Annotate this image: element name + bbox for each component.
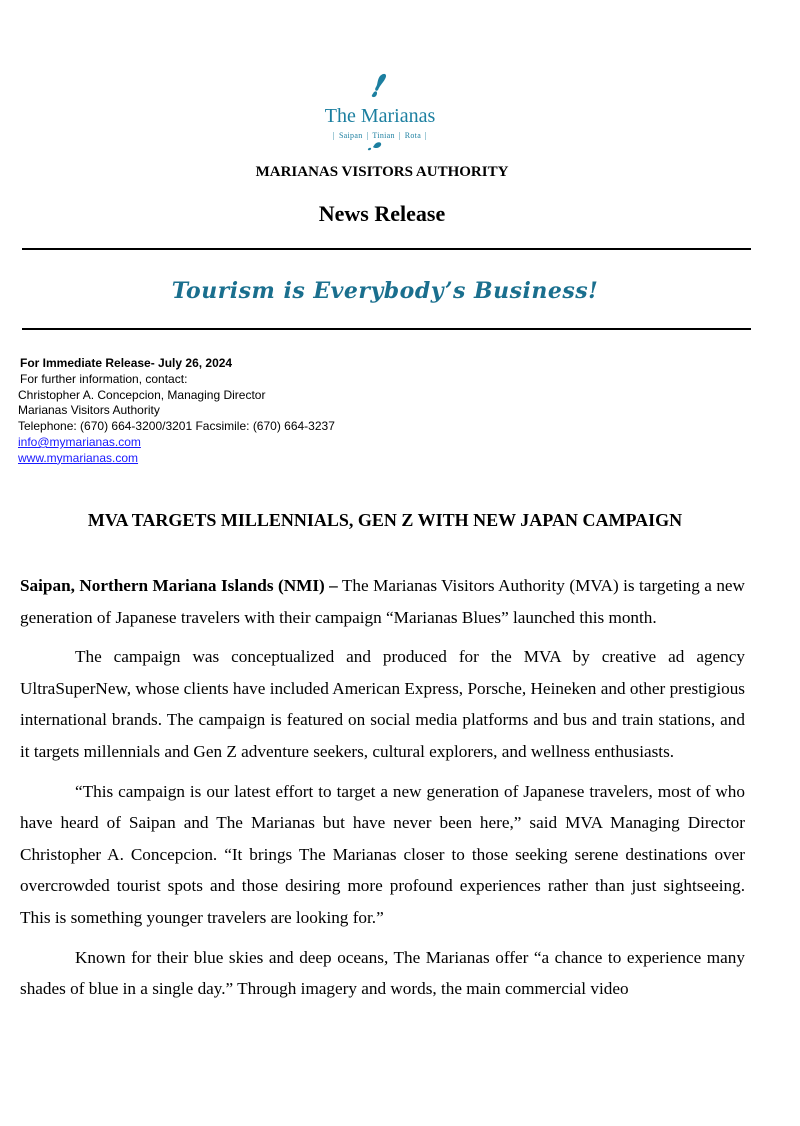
- article-headline: MVA TARGETS MILLENNIALS, GEN Z WITH NEW JAPAN CAMPAIGN: [87, 510, 683, 530]
- paragraph-1-text: The Marianas Visitors Authority (MVA) is targeting a new generation of Japanese travelers with their campaign “Marianas Blues” launched this month.: [20, 576, 745, 627]
- paragraph-4: Known for their blue skies and deep oceans, The Marianas offer “a chance to experience many shades of blue in a single day.” Through imagery and words, the main commercial video: [20, 947, 745, 999]
- logo-island-tinian: Tinian: [372, 131, 395, 140]
- document-type: News Release: [318, 201, 446, 226]
- paragraph-2: The campaign was conceptualized and produced for the MVA by creative ad agency UltraSuperNew, whose clients have included American Express, Porsche, Heineken and other prestigious international brands. The campaign is featured on social media platforms and bus and train stations, and it targets millennials and Gen Z adventure seekers, cultural explorers, and wellness enthusiasts.: [20, 647, 745, 761]
- paragraph-1: [20, 570, 745, 633]
- contact-block: [18, 356, 335, 467]
- organization-name: MARIANAS VISITORS AUTHORITY: [255, 164, 509, 180]
- bottom-divider: [22, 328, 751, 330]
- dateline: Saipan, Northern Mariana Islands (NMI) –: [20, 576, 338, 595]
- email-link[interactable]: info@mymarianas.com: [18, 434, 141, 449]
- further-info-label: For further information, contact:: [20, 371, 188, 386]
- logo-island-rota: Rota: [404, 131, 422, 140]
- contact-org: Marianas Visitors Authority: [18, 403, 160, 418]
- contact-person: Christopher A. Concepcion, Managing Director: [18, 387, 266, 402]
- logo-island-saipan: Saipan: [338, 131, 363, 140]
- logo-name: The Marianas: [324, 105, 436, 127]
- paragraph-3: “This campaign is our latest effort to target a new generation of Japanese travelers, most of who have heard of Saipan and The Marianas but have never been here,” said MVA Managing Director Christopher A. Concepcion. “It brings The Marianas closer to those seeking serene destinations over overcrowded tourist spots and those desiring more profound experiences rather than just sightseeing. This is something younger travelers are looking for.”: [20, 781, 745, 927]
- article-body: [20, 570, 745, 1013]
- contact-phones: Telephone: (670) 664-3200/3201 Facsimile: (670) 664-3237: [18, 419, 335, 434]
- release-date: For Immediate Release- July 26, 2024: [20, 356, 233, 370]
- the-marianas-logo: [314, 62, 446, 162]
- website-link[interactable]: www.mymarianas.com: [18, 450, 139, 465]
- logo-islands: | Saipan | Tinian | Rota |: [333, 131, 427, 140]
- top-divider: [22, 248, 751, 250]
- tagline: Tourism is Everybody’s Business!: [171, 278, 599, 304]
